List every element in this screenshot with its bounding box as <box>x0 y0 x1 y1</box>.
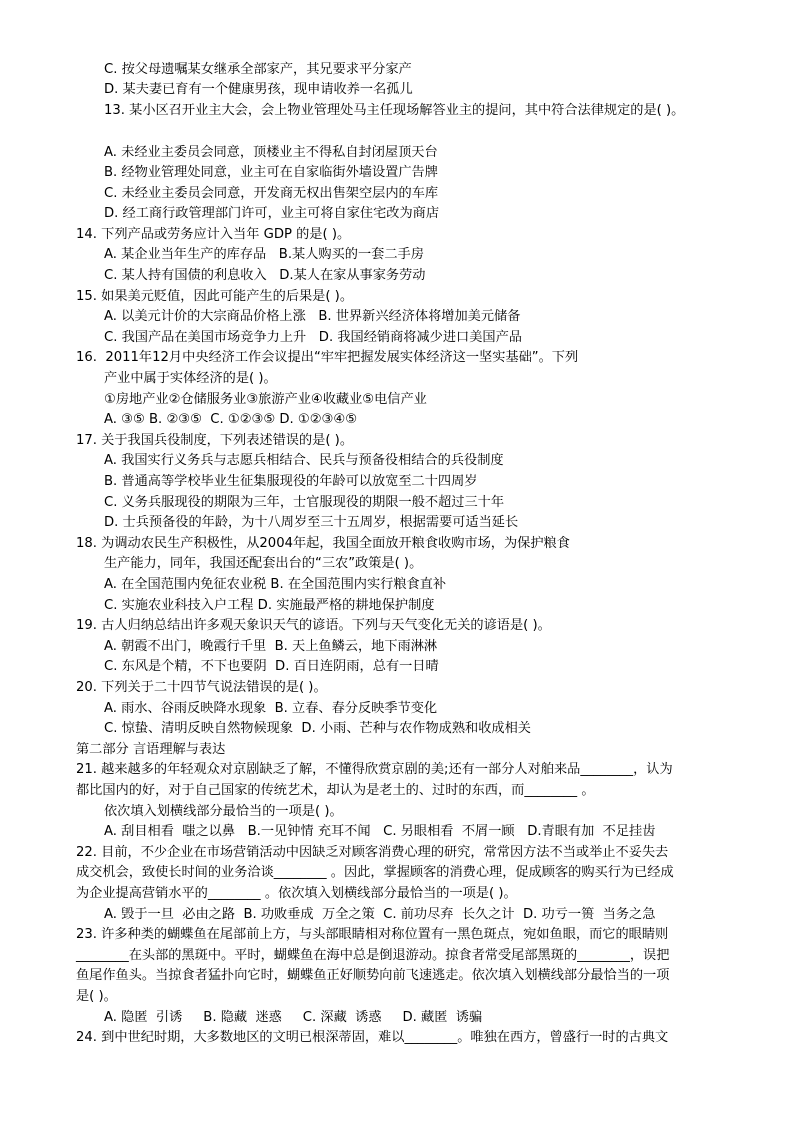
option-line: C. 未经业主委员会同意，开发商无权出售架空层内的车库 <box>104 186 439 201</box>
question-line: 18. 为调动农民生产积极性，从2004年起，我国全面放开粮食收购市场，为保护粮食 <box>76 536 570 551</box>
question-line: 鱼尾作鱼头。当掠食者猛扑向它时，蝴蝶鱼正好顺势向前飞速逃走。依次填入划横线部分最恰当的一项 <box>76 968 670 983</box>
option-line: A. ③⑤ B. ②③⑤ C. ①②③⑤ D. ①②③④⑤ <box>104 412 358 427</box>
option-line: C. 按父母遗嘱某女继承全部家产，其兄要求平分家产 <box>104 62 412 77</box>
question-line: 依次填入划横线部分最恰当的一项是( )。 <box>104 804 343 819</box>
question-line: 24. 到中世纪时期，大多数地区的文明已根深蒂固，难以________。唯独在西方，曾盛行一时的古典文 <box>76 1030 669 1045</box>
question-line: 是( )。 <box>76 989 117 1004</box>
option-line: C. 我国产品在美国市场竞争力上升 D. 我国经销商将减少进口美国产品 <box>104 330 522 345</box>
option-line: B. 经物业管理处同意，业主可在自家临街外墙设置广告牌 <box>104 165 438 180</box>
option-line: A. 毁于一旦 必由之路 B. 功败垂成 万全之策 C. 前功尽弃 长久之计 D. 功亏一篑 当务之急 <box>104 907 656 922</box>
option-line: B. 普通高等学校毕业生征集服现役的年龄可以放宽至二十四周岁 <box>104 474 478 489</box>
option-line: A. 我国实行义务兵与志愿兵相结合、民兵与预备役相结合的兵役制度 <box>104 453 504 468</box>
question-line: 23. 许多种类的蝴蝶鱼在尾部前上方，与头部眼睛相对称位置有一黑色斑点，宛如鱼眼，而它的眼睛则 <box>76 927 669 942</box>
option-line: C. 东风是个精，不下也要阴 D. 百日连阴雨，总有一日晴 <box>104 659 439 674</box>
option-line: D. 士兵预备役的年龄，为十八周岁至三十五周岁，根据需要可适当延长 <box>104 515 519 530</box>
option-line: C. 义务兵服现役的期限为三年，士官服现役的期限一般不超过三十年 <box>104 495 505 510</box>
question-line: 19. 古人归纳总结出许多观天象识天气的谚语。下列与天气变化无关的谚语是( )。 <box>76 618 551 633</box>
question-line: 13. 某小区召开业主大会，会上物业管理处马主任现场解答业主的提问，其中符合法律规定的是( )。 <box>104 103 685 118</box>
question-line: 产业中属于实体经济的是( )。 <box>104 371 277 386</box>
option-line: D. 某夫妻已育有一个健康男孩，现申请收养一名孤儿 <box>104 82 413 97</box>
option-line: A. 雨水、谷雨反映降水现象 B. 立春、春分反映季节变化 <box>104 701 438 716</box>
option-line: A. 隐匿 引诱 B. 隐藏 迷惑 C. 深藏 诱惑 D. 藏匿 诱骗 <box>104 1010 483 1025</box>
question-line: 20. 下列关于二十四节气说法错误的是( )。 <box>76 680 327 695</box>
question-line: 15. 如果美元贬值，因此可能产生的后果是( )。 <box>76 289 354 304</box>
option-line: A. 在全国范围内免征农业税 B. 在全国范围内实行粮食直补 <box>104 577 447 592</box>
option-line: A. 以美元计价的大宗商品价格上涨 B. 世界新兴经济体将增加美元储备 <box>104 309 521 324</box>
option-line: A. 刮目相看 嗤之以鼻 B.一见钟情 充耳不闻 C. 另眼相看 不屑一顾 D.青眼有加 不足挂齿 <box>104 824 656 839</box>
question-line: 17. 关于我国兵役制度，下列表述错误的是( )。 <box>76 433 354 448</box>
question-line: 为企业提高营销水平的________ 。依次填入划横线部分最恰当的一项是( )。 <box>76 886 517 901</box>
question-line: 成交机会，致使长时间的业务洽谈________ 。因此，掌握顾客的消费心理，促成顾客的购买行为已经成 <box>76 865 674 880</box>
question-line: 16. 2011年12月中央经济工作会议提出“牢牢把握发展实体经济这一坚实基础”。下列 <box>76 350 579 365</box>
option-line: C. 惊蛰、清明反映自然物候现象 D. 小雨、芒种与农作物成熟和收成相关 <box>104 721 531 736</box>
question-line: ①房地产业②仓储服务业③旅游产业④收藏业⑤电信产业 <box>104 392 427 407</box>
option-line: C. 实施农业科技入户工程 D. 实施最严格的耕地保护制度 <box>104 598 435 613</box>
question-line: 生产能力，同年，我国还配套出台的“三农”政策是( )。 <box>104 556 423 571</box>
section-heading: 第二部分 言语理解与表达 <box>76 742 226 757</box>
option-line: D. 经工商行政管理部门许可，业主可将自家住宅改为商店 <box>104 206 440 221</box>
option-line: A. 某企业当年生产的库存品 B.某人购买的一套二手房 <box>104 247 424 262</box>
option-line: A. 未经业主委员会同意，顶楼业主不得私自封闭屋顶天台 <box>104 145 438 160</box>
option-line: A. 朝霞不出门，晚霞行千里 B. 天上鱼鳞云，地下雨淋淋 <box>104 639 438 654</box>
question-line: 都比国内的好，对于自己国家的传统艺术，却认为是老土的、过时的东西，而________ 。 <box>76 783 595 798</box>
question-line: 22. 目前，不少企业在市场营销活动中因缺乏对顾客消费心理的研究，常常因方法不当或举止不妥失去 <box>76 845 669 860</box>
option-line: C. 某人持有国债的利息收入 D.某人在家从事家务劳动 <box>104 268 426 283</box>
question-line: 14. 下列产品或劳务应计入当年 GDP 的是( )。 <box>76 227 351 242</box>
question-line: ________在头部的黑斑中。平时，蝴蝶鱼在海中总是倒退游动。掠食者常受尾部黑斑的________，误把 <box>76 948 670 963</box>
question-line: 21. 越来越多的年轻观众对京剧缺乏了解，不懂得欣赏京剧的美;还有一部分人对舶来品________，认为 <box>76 762 673 777</box>
